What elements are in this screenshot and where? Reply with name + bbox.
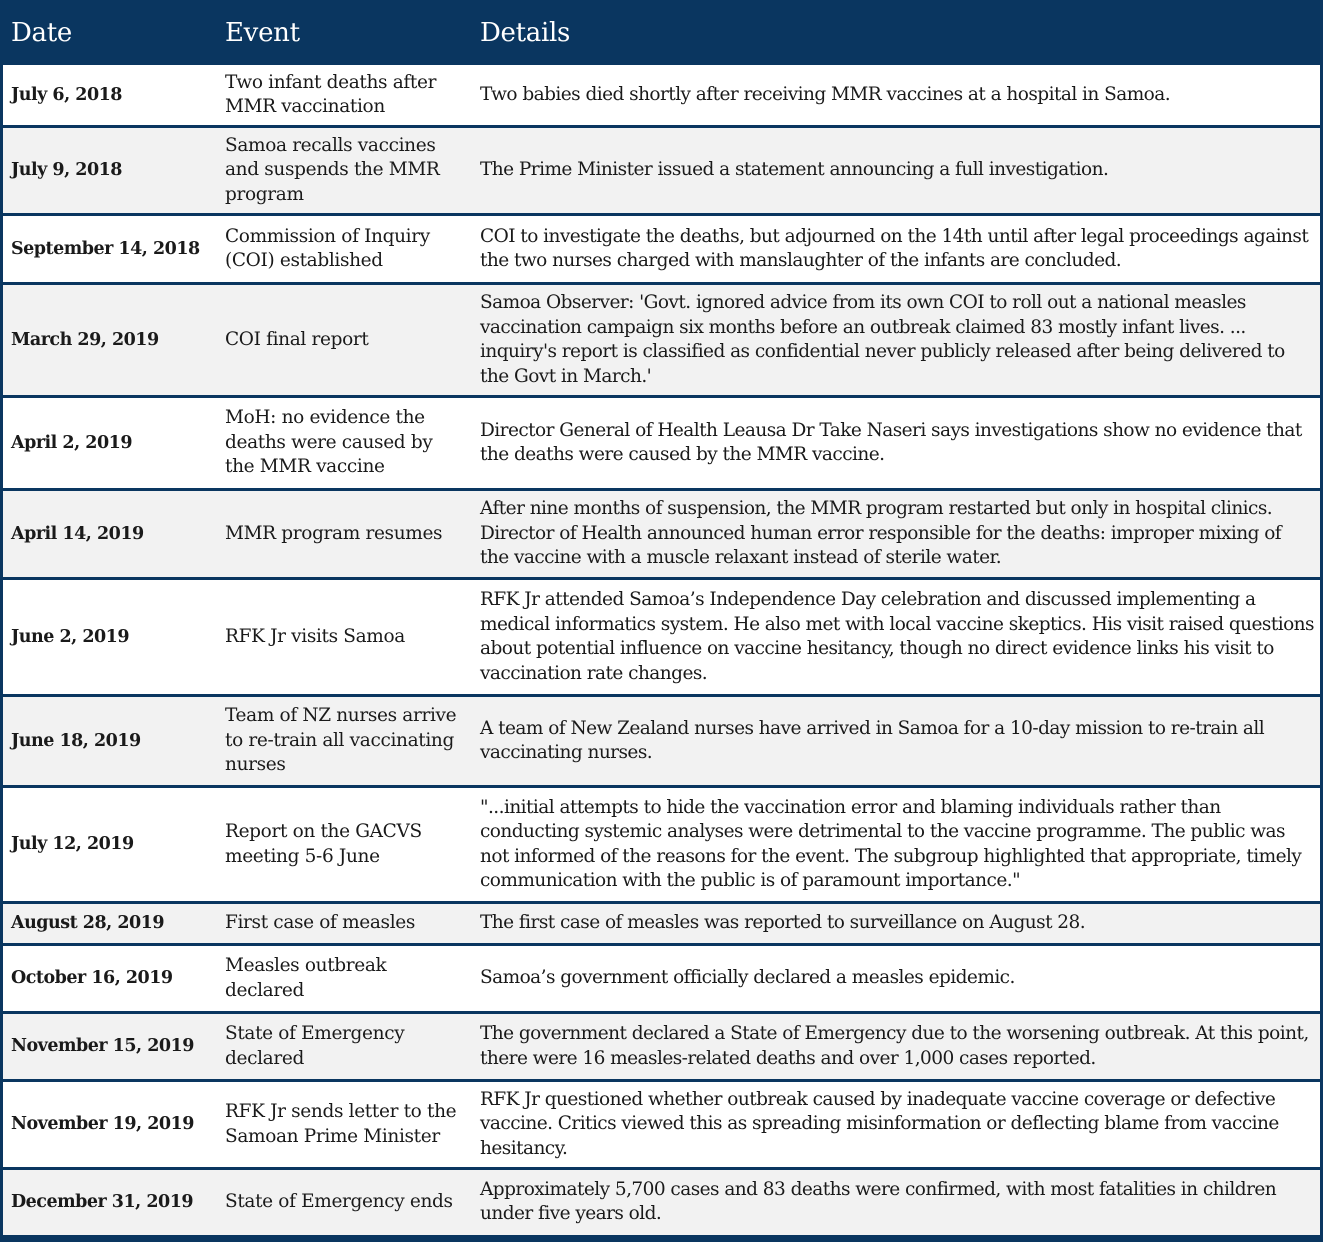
column-header-details: Details	[468, 3, 1320, 64]
cell-details: The Prime Minister issued a statement announcing a full investigation.	[468, 127, 1320, 215]
cell-date: September 14, 2018	[3, 215, 214, 284]
cell-details: The government declared a State of Emergency due to the worsening outbreak. At this point, there were 16 measles-related deaths and over 1,000 cases reported.	[468, 1013, 1320, 1081]
cell-details: "...initial attempts to hide the vaccination error and blaming individuals rather than conducting systemic analyses were detrimental to the vaccine programme. The public was not informed of the reasons for the event. The subgroup highlighted that appropriate, timely communication with the public is of paramount importance."	[468, 787, 1320, 903]
cell-date: November 15, 2019	[3, 1013, 214, 1081]
table-row	[3, 1081, 1320, 1169]
cell-event: First case of measles	[214, 903, 468, 945]
cell-event: Commission of Inquiry (COI) established	[214, 215, 468, 284]
cell-date: December 31, 2019	[3, 1169, 214, 1235]
cell-date: April 14, 2019	[3, 490, 214, 579]
cell-event: Measles outbreak declared	[214, 945, 468, 1013]
cell-details: A team of New Zealand nurses have arrived in Samoa for a 10-day mission to re-train all vaccinating nurses.	[468, 696, 1320, 787]
table-body	[3, 64, 1320, 1235]
column-header-date: Date	[3, 3, 214, 64]
cell-date: April 2, 2019	[3, 397, 214, 490]
cell-event: Two infant deaths after MMR vaccination	[214, 64, 468, 127]
cell-details: Samoa Observer: 'Govt. ignored advice from its own COI to roll out a national measles vaccination campaign six months before an outbreak claimed 83 mostly infant lives. ... inquiry's report is classified as confidential never publicly released after being delivered to the Govt in March.'	[468, 284, 1320, 397]
cell-event: MoH: no evidence the deaths were caused by the MMR vaccine	[214, 397, 468, 490]
cell-event: RFK Jr sends letter to the Samoan Prime Minister	[214, 1081, 468, 1169]
cell-event: MMR program resumes	[214, 490, 468, 579]
table-row	[3, 579, 1320, 696]
table-row	[3, 490, 1320, 579]
cell-details: Approximately 5,700 cases and 83 deaths were confirmed, with most fatalities in children under five years old.	[468, 1169, 1320, 1235]
cell-event: State of Emergency declared	[214, 1013, 468, 1081]
cell-event: COI final report	[214, 284, 468, 397]
table-row	[3, 696, 1320, 787]
timeline-table	[3, 3, 1320, 1235]
table-row	[3, 64, 1320, 127]
cell-date: October 16, 2019	[3, 945, 214, 1013]
table-row	[3, 1169, 1320, 1235]
cell-date: August 28, 2019	[3, 903, 214, 945]
table-row	[3, 284, 1320, 397]
cell-date: June 2, 2019	[3, 579, 214, 696]
cell-date: June 18, 2019	[3, 696, 214, 787]
cell-details: COI to investigate the deaths, but adjourned on the 14th until after legal proceedings against the two nurses charged with manslaughter of the infants are concluded.	[468, 215, 1320, 284]
column-header-event: Event	[214, 3, 468, 64]
table-row	[3, 787, 1320, 903]
table-row	[3, 1013, 1320, 1081]
cell-details: The first case of measles was reported to surveillance on August 28.	[468, 903, 1320, 945]
cell-date: July 6, 2018	[3, 64, 214, 127]
cell-details: Samoa’s government officially declared a measles epidemic.	[468, 945, 1320, 1013]
table-row	[3, 903, 1320, 945]
cell-details: After nine months of suspension, the MMR program restarted but only in hospital clinics. Director of Health announced human error responsible for the deaths: improper mixing of the vaccine with a muscle relaxant instead of sterile water.	[468, 490, 1320, 579]
table-row	[3, 215, 1320, 284]
cell-details: RFK Jr attended Samoa’s Independence Day celebration and discussed implementing a medical informatics system. He also met with local vaccine skeptics. His visit raised questions about potential influence on vaccine hesitancy, though no direct evidence links his visit to vaccination rate changes.	[468, 579, 1320, 696]
header-row	[3, 3, 1320, 64]
table-row	[3, 397, 1320, 490]
table-row	[3, 127, 1320, 215]
cell-details: Director General of Health Leausa Dr Take Naseri says investigations show no evidence that the deaths were caused by the MMR vaccine.	[468, 397, 1320, 490]
table-header	[3, 3, 1320, 64]
table-row	[3, 945, 1320, 1013]
cell-event: Samoa recalls vaccines and suspends the MMR program	[214, 127, 468, 215]
cell-event: Report on the GACVS meeting 5-6 June	[214, 787, 468, 903]
cell-event: RFK Jr visits Samoa	[214, 579, 468, 696]
cell-event: Team of NZ nurses arrive to re-train all vaccinating nurses	[214, 696, 468, 787]
cell-date: July 12, 2019	[3, 787, 214, 903]
cell-details: Two babies died shortly after receiving MMR vaccines at a hospital in Samoa.	[468, 64, 1320, 127]
cell-event: State of Emergency ends	[214, 1169, 468, 1235]
cell-date: March 29, 2019	[3, 284, 214, 397]
cell-date: November 19, 2019	[3, 1081, 214, 1169]
cell-details: RFK Jr questioned whether outbreak caused by inadequate vaccine coverage or defective vaccine. Critics viewed this as spreading misinformation or deflecting blame from vaccine hesitancy.	[468, 1081, 1320, 1169]
cell-date: July 9, 2018	[3, 127, 214, 215]
